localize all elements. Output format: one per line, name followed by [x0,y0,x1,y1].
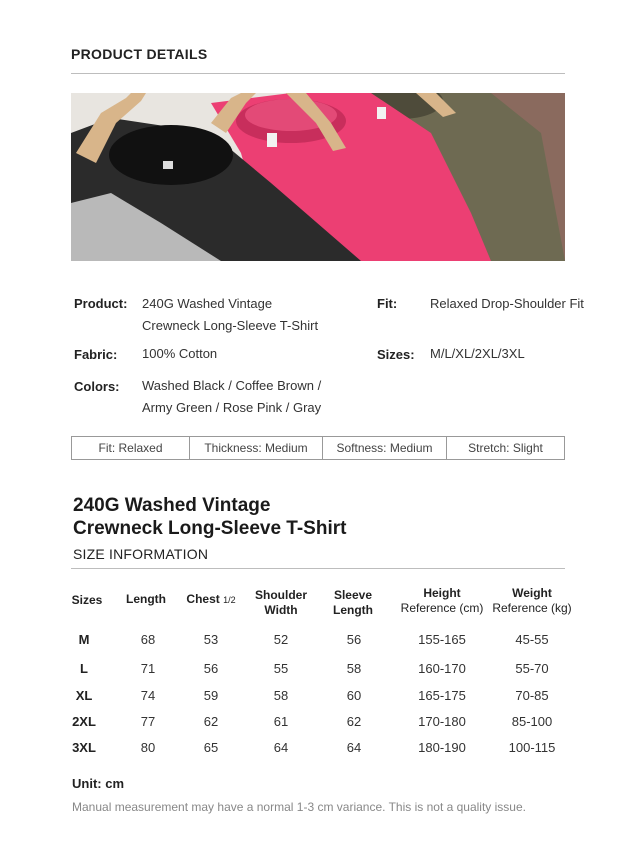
table-cell-weight: 85-100 [511,714,553,729]
table-cell-length: 68 [140,632,156,647]
colors-value [142,375,321,419]
product-title [73,494,346,540]
sizes-value: M/L/XL/2XL/3XL [430,346,525,361]
section-title-rule [71,73,565,74]
table-cell-weight: 100-115 [508,740,556,755]
header-chest-label: Chest [186,592,220,606]
table-cell-size: XL [75,688,93,703]
measurement-note: Manual measurement may have a normal 1-3 cm variance. This is not a quality issue. [72,800,526,814]
header-weight-line2: Reference (kg) [492,601,572,615]
header-weight-line1: Weight [512,586,552,600]
tshirts-on-hangers-image [71,93,565,261]
header-shoulder-line1: Shoulder [254,588,308,602]
fabric-value: 100% Cotton [142,346,218,361]
table-cell-size: M [78,632,90,647]
badge-stretch: Stretch: Slight [468,441,543,455]
product-value-line1: 240G Washed Vintage [142,296,273,311]
table-cell-sleeve: 62 [346,714,362,729]
product-value [142,293,318,337]
table-cell-weight: 70-85 [515,688,549,703]
table-cell-height: 160-170 [418,661,466,676]
section-title: PRODUCT DETAILS [71,46,208,62]
table-cell-height: 170-180 [418,714,466,729]
table-cell-sleeve: 56 [346,632,362,647]
size-info-title: SIZE INFORMATION [73,546,209,562]
table-cell-shoulder: 58 [273,688,289,703]
header-length: Length [126,592,166,606]
table-cell-weight: 55-70 [515,661,549,676]
header-shoulder [255,588,307,618]
table-cell-sleeve: 60 [346,688,362,703]
table-cell-weight: 45-55 [515,632,549,647]
colors-label: Colors: [74,379,120,394]
table-cell-length: 74 [140,688,156,703]
header-sizes: Sizes [71,593,103,607]
table-cell-chest: 62 [203,714,219,729]
attribute-badges [71,436,565,460]
product-title-line1: 240G Washed Vintage [73,495,271,516]
badge-softness: Softness: Medium [323,437,447,459]
colors-value-line1: Washed Black / Coffee Brown / [142,378,322,393]
header-height-line1: Height [423,586,461,600]
table-cell-length: 77 [140,714,156,729]
header-sleeve-line2: Length [333,603,373,617]
table-cell-shoulder: 64 [273,740,289,755]
product-title-line2: Crewneck Long-Sleeve T-Shirt [73,518,347,539]
table-cell-height: 165-175 [418,688,466,703]
header-height [401,586,484,616]
badge-fit: Fit: Relaxed [72,437,190,459]
fit-value: Relaxed Drop-Shoulder Fit [430,296,584,311]
table-cell-shoulder: 55 [273,661,289,676]
header-shoulder-line2: Width [264,603,298,617]
table-cell-sleeve: 64 [346,740,362,755]
table-cell-height: 180-190 [418,740,466,755]
table-cell-chest: 65 [203,740,219,755]
colors-value-line2: Army Green / Rose Pink / Gray [142,400,322,415]
table-cell-size: 3XL [72,740,96,755]
table-cell-chest: 56 [203,661,219,676]
table-cell-chest: 59 [203,688,219,703]
table-cell-length: 71 [140,661,156,676]
table-cell-chest: 53 [203,632,219,647]
table-cell-size: 2XL [72,714,96,729]
header-weight [492,586,571,616]
table-cell-shoulder: 52 [273,632,289,647]
header-sleeve-line1: Sleeve [333,588,373,602]
product-label: Product: [74,296,128,311]
unit-label: Unit: cm [72,776,124,791]
table-cell-length: 80 [140,740,156,755]
product-value-line2: Crewneck Long-Sleeve T-Shirt [142,318,319,333]
table-cell-size: L [80,661,88,676]
fit-label: Fit: [377,296,398,311]
product-photo [71,93,565,261]
size-info-rule [71,568,565,569]
table-cell-sleeve: 58 [346,661,362,676]
badge-thickness: Thickness: Medium [190,437,323,459]
header-chest-suffix: 1/2 [223,595,236,605]
fabric-label: Fabric: [74,347,118,362]
header-height-line2: Reference (cm) [400,601,484,615]
header-chest [186,592,235,608]
sizes-label: Sizes: [377,347,415,362]
header-sleeve [333,588,373,618]
table-cell-shoulder: 61 [273,714,289,729]
table-cell-height: 155-165 [418,632,466,647]
